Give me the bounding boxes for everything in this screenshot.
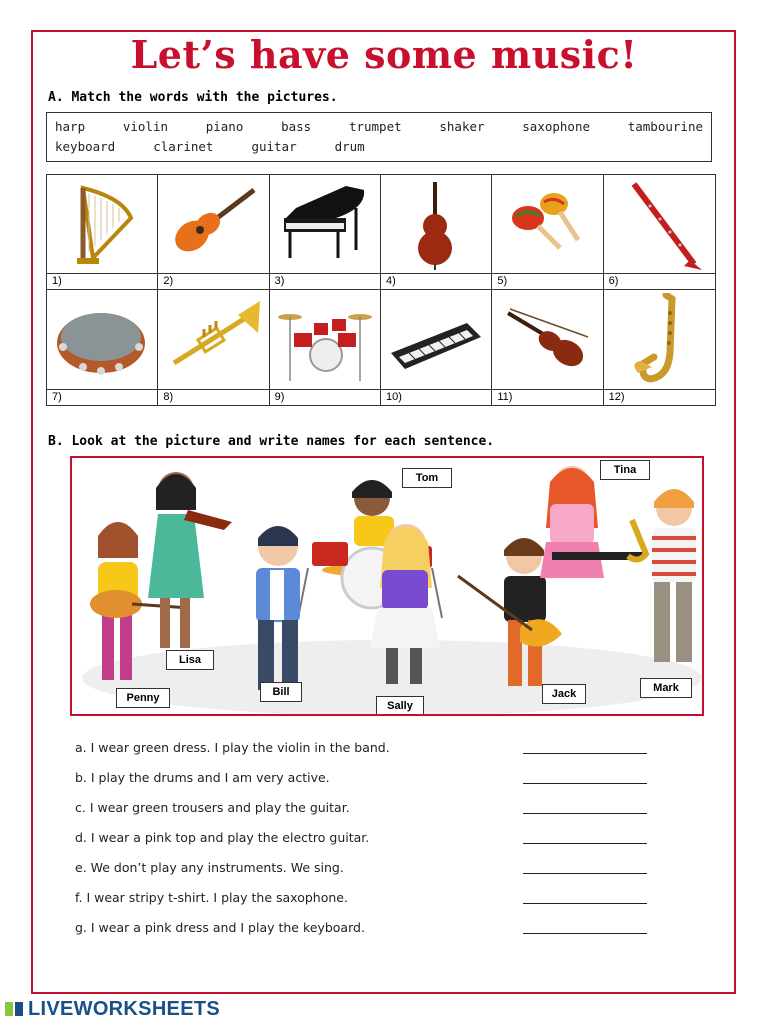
name-label-jack: Jack (542, 684, 586, 704)
trumpet-icon (164, 293, 260, 387)
word: drum (334, 139, 365, 154)
picture-cell (492, 175, 603, 290)
sentence-text: f. I wear stripy t-shirt. I play the saxophone. (75, 890, 348, 905)
maracas-icon (498, 178, 594, 272)
word: violin (122, 119, 168, 134)
picture-cell (47, 175, 158, 290)
clarinet-icon (610, 178, 706, 272)
guitar-icon (164, 178, 260, 272)
sentence-text: c. I wear green trousers and play the guitar. (75, 800, 350, 815)
word-bank-row-1 (55, 119, 703, 137)
sentence-text: d. I wear a pink top and play the electro guitar. (75, 830, 370, 845)
band-picture (70, 456, 704, 716)
picture-number[interactable]: 4) (381, 273, 491, 289)
word: trumpet (348, 119, 402, 134)
sentence-item (75, 800, 655, 830)
answer-blank[interactable] (523, 783, 647, 784)
word: keyboard (55, 139, 116, 154)
name-label-mark: Mark (640, 678, 692, 698)
drum-kit-icon (276, 293, 372, 387)
violin-icon (498, 293, 594, 387)
sentence-item (75, 890, 655, 920)
picture-cell (158, 290, 269, 405)
cello-icon (387, 178, 483, 272)
sentence-item (75, 920, 655, 950)
tambourine-icon (53, 293, 149, 387)
page-title: Let’s have some music! (130, 32, 638, 77)
picture-number[interactable]: 6) (604, 273, 715, 289)
word: piano (205, 119, 244, 134)
answer-blank[interactable] (523, 843, 647, 844)
picture-number[interactable]: 11) (492, 389, 602, 405)
name-label-bill: Bill (260, 682, 302, 702)
picture-number[interactable]: 2) (158, 273, 268, 289)
picture-cell (381, 175, 492, 290)
word: tambourine (627, 119, 703, 134)
name-label-sally: Sally (376, 696, 424, 716)
picture-number[interactable]: 10) (381, 389, 491, 405)
word: bass (281, 119, 312, 134)
picture-number[interactable]: 1) (47, 273, 157, 289)
picture-number[interactable]: 8) (158, 389, 268, 405)
picture-number[interactable]: 3) (270, 273, 380, 289)
word: shaker (439, 119, 485, 134)
sentence-item (75, 860, 655, 890)
sentence-list (75, 740, 655, 950)
sentence-text: g. I wear a pink dress and I play the keyboard. (75, 920, 365, 935)
footer-brand[interactable]: LIVEWORKSHEETS (28, 997, 220, 1020)
section-b-heading: B. Look at the picture and write names for each sentence. (48, 434, 495, 449)
name-label-tina: Tina (600, 460, 650, 480)
piano-icon (276, 178, 372, 272)
footer (4, 998, 220, 1020)
sentence-text: e. We don’t play any instruments. We sing. (75, 860, 344, 875)
name-label-tom: Tom (402, 468, 452, 488)
saxophone-icon (610, 293, 706, 387)
name-label-penny: Penny (116, 688, 170, 708)
picture-number[interactable]: 5) (492, 273, 602, 289)
word-bank-row-2 (55, 139, 703, 157)
word-bank (46, 112, 712, 162)
word: saxophone (522, 119, 590, 134)
name-label-lisa: Lisa (166, 650, 214, 670)
word: guitar (251, 139, 297, 154)
answer-blank[interactable] (523, 753, 647, 754)
sentence-item (75, 770, 655, 800)
picture-number[interactable]: 9) (270, 389, 380, 405)
keyboard-icon (387, 293, 483, 387)
picture-number[interactable]: 7) (47, 389, 157, 405)
liveworksheets-logo-icon (4, 999, 24, 1019)
answer-blank[interactable] (523, 873, 647, 874)
picture-cell (604, 175, 715, 290)
picture-cell (604, 290, 715, 405)
answer-blank[interactable] (523, 813, 647, 814)
picture-cell (158, 175, 269, 290)
sentence-item (75, 740, 655, 770)
picture-cell (270, 175, 381, 290)
word: harp (55, 119, 86, 134)
picture-cell (47, 290, 158, 405)
picture-number[interactable]: 12) (604, 389, 715, 405)
sentence-text: b. I play the drums and I am very active. (75, 770, 330, 785)
answer-blank[interactable] (523, 903, 647, 904)
sentence-text: a. I wear green dress. I play the violin in the band. (75, 740, 390, 755)
picture-cell (270, 290, 381, 405)
harp-icon (53, 178, 149, 272)
picture-cell (492, 290, 603, 405)
picture-cell (381, 290, 492, 405)
picture-grid (46, 174, 716, 406)
band-illustration (72, 458, 702, 714)
sentence-item (75, 830, 655, 860)
word: clarinet (153, 139, 214, 154)
section-a-heading: A. Match the words with the pictures. (48, 90, 338, 105)
answer-blank[interactable] (523, 933, 647, 934)
